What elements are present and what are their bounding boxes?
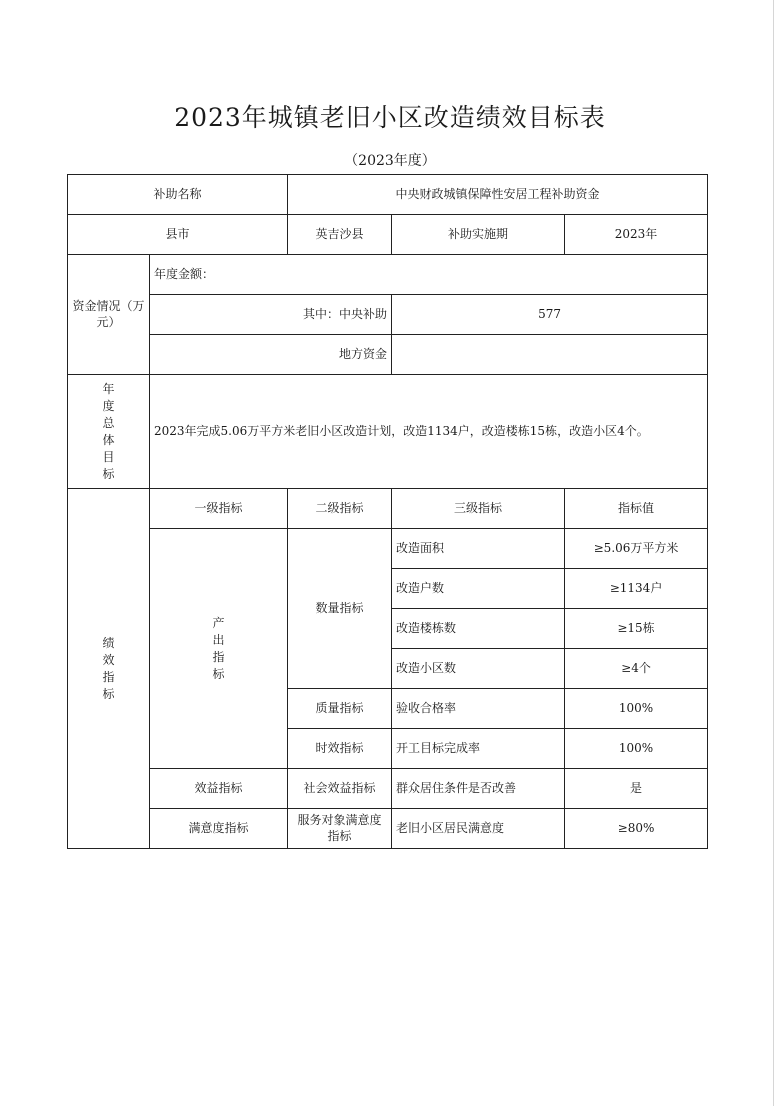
table-row xyxy=(68,489,708,529)
overall-goal-label: 年度总体目标 xyxy=(68,375,150,489)
indicator-value: ≥5.06万平方米 xyxy=(565,529,708,569)
satisfaction-indicator-label: 满意度指标 xyxy=(150,809,288,849)
page-title: 2023年城镇老旧小区改造绩效目标表 xyxy=(174,103,606,132)
indicator-name: 改造楼栋数 xyxy=(392,609,565,649)
quantity-indicator-label: 数量指标 xyxy=(288,529,392,689)
subsidy-name-value: 中央财政城镇保障性安居工程补助资金 xyxy=(288,175,708,215)
header-level2: 二级指标 xyxy=(288,489,392,529)
benefit-indicator-label: 效益指标 xyxy=(150,769,288,809)
funds-label: 资金情况（万元） xyxy=(68,255,150,375)
indicator-name: 开工目标完成率 xyxy=(392,729,565,769)
performance-label: 绩效指标 xyxy=(68,489,150,849)
indicator-name: 改造户数 xyxy=(392,569,565,609)
indicator-name: 老旧小区居民满意度 xyxy=(392,809,565,849)
indicator-value: ≥4个 xyxy=(565,649,708,689)
overall-goal-text: 2023年完成5.06万平方米老旧小区改造计划，改造1134户，改造楼栋15栋，改造小区4个。 xyxy=(150,375,708,489)
table-row xyxy=(68,295,708,335)
social-benefit-indicator-label: 社会效益指标 xyxy=(288,769,392,809)
table-row xyxy=(68,809,708,849)
table-row xyxy=(68,769,708,809)
indicator-value: 100% xyxy=(565,689,708,729)
page-subtitle: （2023年度） xyxy=(344,153,436,169)
performance-target-table xyxy=(67,174,708,849)
period-value: 2023年 xyxy=(565,215,708,255)
central-subsidy-value: 577 xyxy=(392,295,708,335)
table-row xyxy=(68,529,708,569)
annual-amount-label: 年度金额： xyxy=(150,255,708,295)
table-row xyxy=(68,175,708,215)
subsidy-name-label: 补助名称 xyxy=(68,175,288,215)
period-label: 补助实施期 xyxy=(392,215,565,255)
header-value: 指标值 xyxy=(565,489,708,529)
local-funds-label: 地方资金 xyxy=(150,335,392,375)
indicator-value: ≥80% xyxy=(565,809,708,849)
indicator-value: 是 xyxy=(565,769,708,809)
table-row xyxy=(68,255,708,295)
table-row xyxy=(68,335,708,375)
timeliness-indicator-label: 时效指标 xyxy=(288,729,392,769)
header-level1: 一级指标 xyxy=(150,489,288,529)
indicator-value: ≥1134户 xyxy=(565,569,708,609)
indicator-value: ≥15栋 xyxy=(565,609,708,649)
table-row xyxy=(68,375,708,489)
table-row xyxy=(68,215,708,255)
local-funds-value xyxy=(392,335,708,375)
service-satisfaction-indicator-label: 服务对象满意度指标 xyxy=(288,809,392,849)
indicator-name: 验收合格率 xyxy=(392,689,565,729)
central-subsidy-label: 其中：中央补助 xyxy=(150,295,392,335)
header-level3: 三级指标 xyxy=(392,489,565,529)
indicator-name: 改造面积 xyxy=(392,529,565,569)
quality-indicator-label: 质量指标 xyxy=(288,689,392,729)
indicator-value: 100% xyxy=(565,729,708,769)
county-label: 县市 xyxy=(68,215,288,255)
output-indicator-label: 产出指标 xyxy=(150,529,288,769)
indicator-name: 群众居住条件是否改善 xyxy=(392,769,565,809)
indicator-name: 改造小区数 xyxy=(392,649,565,689)
county-value: 英吉沙县 xyxy=(288,215,392,255)
